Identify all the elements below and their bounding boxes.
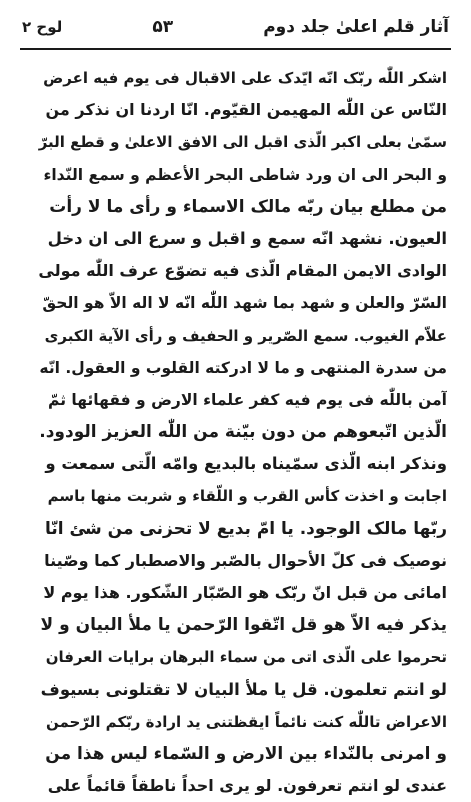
text-line: عندی لو انتم تعرفون. لو یری احداً ناطقاً قائماً علی <box>47 776 447 796</box>
header-rule <box>20 48 451 50</box>
text-line: السّرّ والعلن و شهد بما شهد اللّٰه انّه لا اله الاّ هو الحقّ <box>42 294 447 313</box>
book-title: آثار قلم اعلیٰ جلد دوم <box>263 17 449 37</box>
text-line: ونذکر ابنه الّذی سمّیناه بالبدیع وامّه الّتی سمعت و <box>45 454 447 474</box>
text-line: و البحر الی ان ورد شاطی البحر الأعظم و سمع النّداء <box>43 165 447 184</box>
text-line: الوادی الایمن المقام الّذی فیه تضوّع عرف اللّٰه مولی <box>38 261 447 281</box>
page-header <box>22 12 449 42</box>
text-line: النّاس عن اللّٰه المهیمن القیّوم. انّا اردنا ان نذکر من <box>45 100 447 120</box>
text-line: الاعراض تاللّٰه کنت نائماً ایقظتنی ید ارادة ربّکم الرّحمن <box>45 712 447 731</box>
text-line: اجابت و اخذت کأس القرب و اللّقاء و شربت منها باسم <box>47 487 447 506</box>
body-text <box>38 62 447 802</box>
text-line: و امرنی بالنّداء بین الارض و السّماء لیس هذا من <box>45 743 447 764</box>
tablet-label: لوح ۲ <box>22 18 63 36</box>
text-line: ربّها مالک الوجود. یا امّ بدیع لا تحزنی من شئ انّا <box>44 518 447 539</box>
text-line: اشکر اللّٰه ربّک انّه ایّدک علی الاقبال فی یوم فیه اعرض <box>43 69 447 87</box>
text-line: نوصیک فی کلّ الأحوال بالصّبر والاصطبار کما وصّینا <box>44 550 447 570</box>
text-line: امائی من قبل انّ ربّک هو الصّبّار الشّکور. هذا یوم لا <box>43 583 447 602</box>
text-line: الّذین اتّبعوهم من دون بیّنة من اللّٰه العزیز الودود. <box>39 422 447 443</box>
text-line: سمّیٰ بعلی اکبر الّذی اقبل الی الافق الاعلیٰ و قطع البرّ <box>38 133 447 152</box>
text-line: من سدرة المنتهی و ما لا ادرکته القلوب و العقول. انّه <box>39 358 447 377</box>
text-line: علاّم الغیوب. سمع الصّریر و الحفیف و رأی الآیة الکبری <box>44 326 447 345</box>
text-line: العیون. نشهد انّه سمع و اقبل و سرع الی ان دخل <box>47 228 447 248</box>
text-line: لو انتم تعلمون. قل یا ملأ البیان لا تقتلونی بسیوف <box>40 679 447 699</box>
page-number: ۵۳ <box>152 17 174 37</box>
text-line: تحرموا علی الّذی اتی من سماء البرهان برایات العرفان <box>45 648 447 667</box>
text-line: یذکر فیه الاّ هو قل اتّقوا الرّحمن یا ملأ البیان و لا <box>40 615 447 636</box>
text-line: من مطلع بیان ربّه مالک الاسماء و رأی ما لا رأت <box>49 196 447 217</box>
text-line: آمن باللّٰه فی یوم فیه کفر علماء الارض و فقهائها ثمّ <box>48 390 447 409</box>
